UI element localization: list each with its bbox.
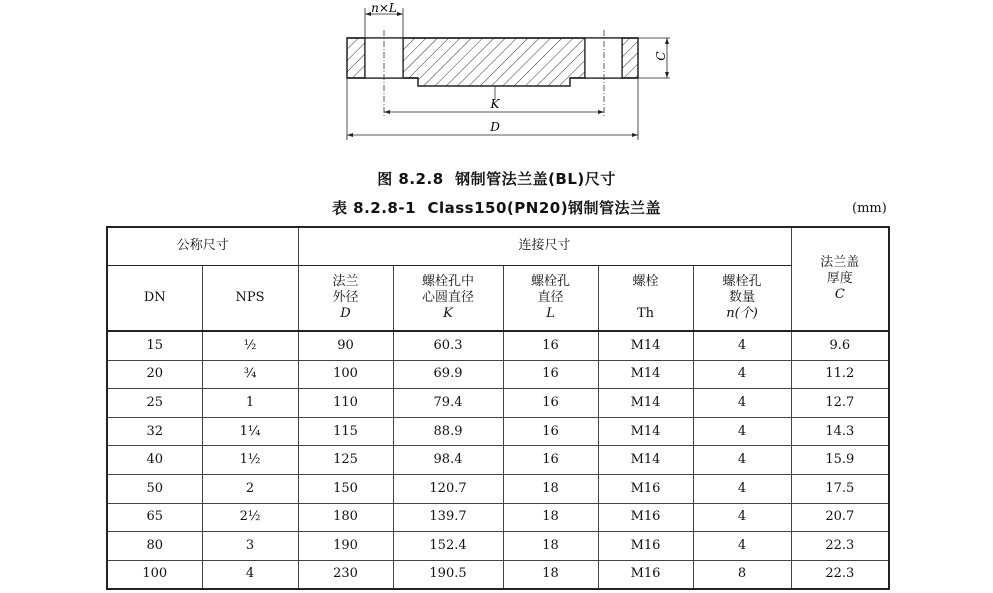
cell-dn: 100: [107, 560, 202, 589]
cell-thickness: 14.3: [791, 417, 889, 446]
cell-nps: 1¼: [202, 417, 298, 446]
header-nps: NPS: [202, 265, 298, 331]
cell-bolt-circle: 60.3: [393, 331, 503, 360]
header-dn: DN: [107, 265, 202, 331]
cell-bolt-hole-diameter: 16: [503, 389, 598, 418]
cell-bolt-circle: 88.9: [393, 417, 503, 446]
cell-outer-diameter: 190: [298, 532, 393, 561]
cell-bolt-count: 4: [693, 331, 791, 360]
cell-bolt: M14: [598, 446, 693, 475]
cell-bolt: M14: [598, 360, 693, 389]
cell-dn: 25: [107, 389, 202, 418]
cell-outer-diameter: 110: [298, 389, 393, 418]
cell-bolt-count: 4: [693, 503, 791, 532]
cell-thickness: 12.7: [791, 389, 889, 418]
flange-left-rim: [347, 38, 365, 78]
bolt-hole-right: [585, 38, 622, 78]
header-outer-diameter: [298, 265, 393, 331]
cell-bolt-circle: 120.7: [393, 474, 503, 503]
cell-bolt-count: 4: [693, 389, 791, 418]
cell-bolt-hole-diameter: 18: [503, 560, 598, 589]
table-row: [107, 474, 889, 503]
cell-nps: 2½: [202, 503, 298, 532]
flange-right-rim: [622, 38, 638, 78]
cell-thickness: 22.3: [791, 532, 889, 561]
header-nominal-size: 公称尺寸: [107, 227, 298, 265]
cell-bolt-circle: 139.7: [393, 503, 503, 532]
cell-nps: ½: [202, 331, 298, 360]
cell-bolt-count: 4: [693, 360, 791, 389]
cell-outer-diameter: 180: [298, 503, 393, 532]
header-bolt-count: [693, 265, 791, 331]
cell-bolt-count: 4: [693, 532, 791, 561]
header-d-label: 法兰 外径: [332, 274, 359, 306]
cell-dn: 20: [107, 360, 202, 389]
k-label: K: [490, 97, 500, 111]
table-row: [107, 560, 889, 589]
header-thickness-label: 法兰盖 厚度: [820, 255, 860, 287]
cell-nps: ¾: [202, 360, 298, 389]
cell-outer-diameter: 100: [298, 360, 393, 389]
cell-bolt: M16: [598, 560, 693, 589]
cell-bolt: M16: [598, 532, 693, 561]
cell-dn: 40: [107, 446, 202, 475]
cell-bolt: M14: [598, 389, 693, 418]
cell-bolt-circle: 190.5: [393, 560, 503, 589]
table-body: [107, 331, 889, 589]
cell-bolt-hole-diameter: 16: [503, 331, 598, 360]
cell-bolt-hole-diameter: 18: [503, 474, 598, 503]
cell-outer-diameter: 125: [298, 446, 393, 475]
cell-bolt-hole-diameter: 16: [503, 446, 598, 475]
header-l-symbol: L: [546, 306, 555, 322]
cell-bolt-circle: 79.4: [393, 389, 503, 418]
cell-thickness: 9.6: [791, 331, 889, 360]
cell-bolt-hole-diameter: 16: [503, 360, 598, 389]
header-th-label: 螺栓: [632, 274, 659, 290]
table-row: [107, 503, 889, 532]
cell-dn: 50: [107, 474, 202, 503]
cell-outer-diameter: 230: [298, 560, 393, 589]
unit-label: (mm): [852, 201, 887, 216]
cell-thickness: 20.7: [791, 503, 889, 532]
cell-bolt: M16: [598, 503, 693, 532]
header-bolt-circle: [393, 265, 503, 331]
nl-label: n×L: [371, 1, 397, 15]
table-row: [107, 446, 889, 475]
header-k-label: 螺栓孔中 心圆直径: [422, 274, 475, 306]
header-d-symbol: D: [340, 306, 351, 322]
header-n-symbol: n(个): [726, 306, 758, 322]
cell-bolt-circle: 152.4: [393, 532, 503, 561]
cell-dn: 32: [107, 417, 202, 446]
header-thickness-symbol: C: [834, 287, 845, 303]
cell-bolt-count: 4: [693, 474, 791, 503]
d-label: D: [490, 120, 500, 134]
cell-nps: 4: [202, 560, 298, 589]
cell-bolt: M16: [598, 474, 693, 503]
header-l-label: 螺栓孔 直径: [531, 274, 571, 306]
cell-bolt-hole-diameter: 18: [503, 532, 598, 561]
cell-bolt-count: 8: [693, 560, 791, 589]
blind-flange-diagram: [330, 0, 670, 150]
cell-nps: 1½: [202, 446, 298, 475]
cell-thickness: 22.3: [791, 560, 889, 589]
cell-nps: 3: [202, 532, 298, 561]
header-thickness: [791, 227, 889, 331]
table-row: [107, 417, 889, 446]
cell-bolt-circle: 69.9: [393, 360, 503, 389]
cell-outer-diameter: 115: [298, 417, 393, 446]
cell-thickness: 15.9: [791, 446, 889, 475]
table-row: [107, 360, 889, 389]
cell-dn: 15: [107, 331, 202, 360]
table-row: [107, 532, 889, 561]
flange-spec-table: [106, 226, 890, 590]
cell-bolt-circle: 98.4: [393, 446, 503, 475]
header-th-symbol: Th: [636, 306, 655, 322]
cell-nps: 2: [202, 474, 298, 503]
header-n-label: 螺栓孔 数量: [722, 274, 762, 306]
cell-bolt: M14: [598, 417, 693, 446]
cell-outer-diameter: 90: [298, 331, 393, 360]
cell-thickness: 11.2: [791, 360, 889, 389]
c-label: C: [654, 51, 668, 61]
header-k-symbol: K: [443, 306, 453, 322]
cell-dn: 80: [107, 532, 202, 561]
flange-body: [403, 38, 585, 86]
table-row: [107, 331, 889, 360]
figure-caption: 图 8.2.8 钢制管法兰盖(BL)尺寸: [377, 170, 616, 188]
header-bolt: [598, 265, 693, 331]
table-row: [107, 389, 889, 418]
cell-bolt-hole-diameter: 16: [503, 417, 598, 446]
table-caption: 表 8.2.8-1 Class150(PN20)钢制管法兰盖: [331, 199, 662, 217]
header-bolt-hole-diameter: [503, 265, 598, 331]
cell-bolt-count: 4: [693, 417, 791, 446]
cell-outer-diameter: 150: [298, 474, 393, 503]
cell-bolt-hole-diameter: 18: [503, 503, 598, 532]
cell-dn: 65: [107, 503, 202, 532]
cell-bolt-count: 4: [693, 446, 791, 475]
cell-bolt: M14: [598, 331, 693, 360]
cell-thickness: 17.5: [791, 474, 889, 503]
header-connection-size: 连接尺寸: [298, 227, 791, 265]
cell-nps: 1: [202, 389, 298, 418]
